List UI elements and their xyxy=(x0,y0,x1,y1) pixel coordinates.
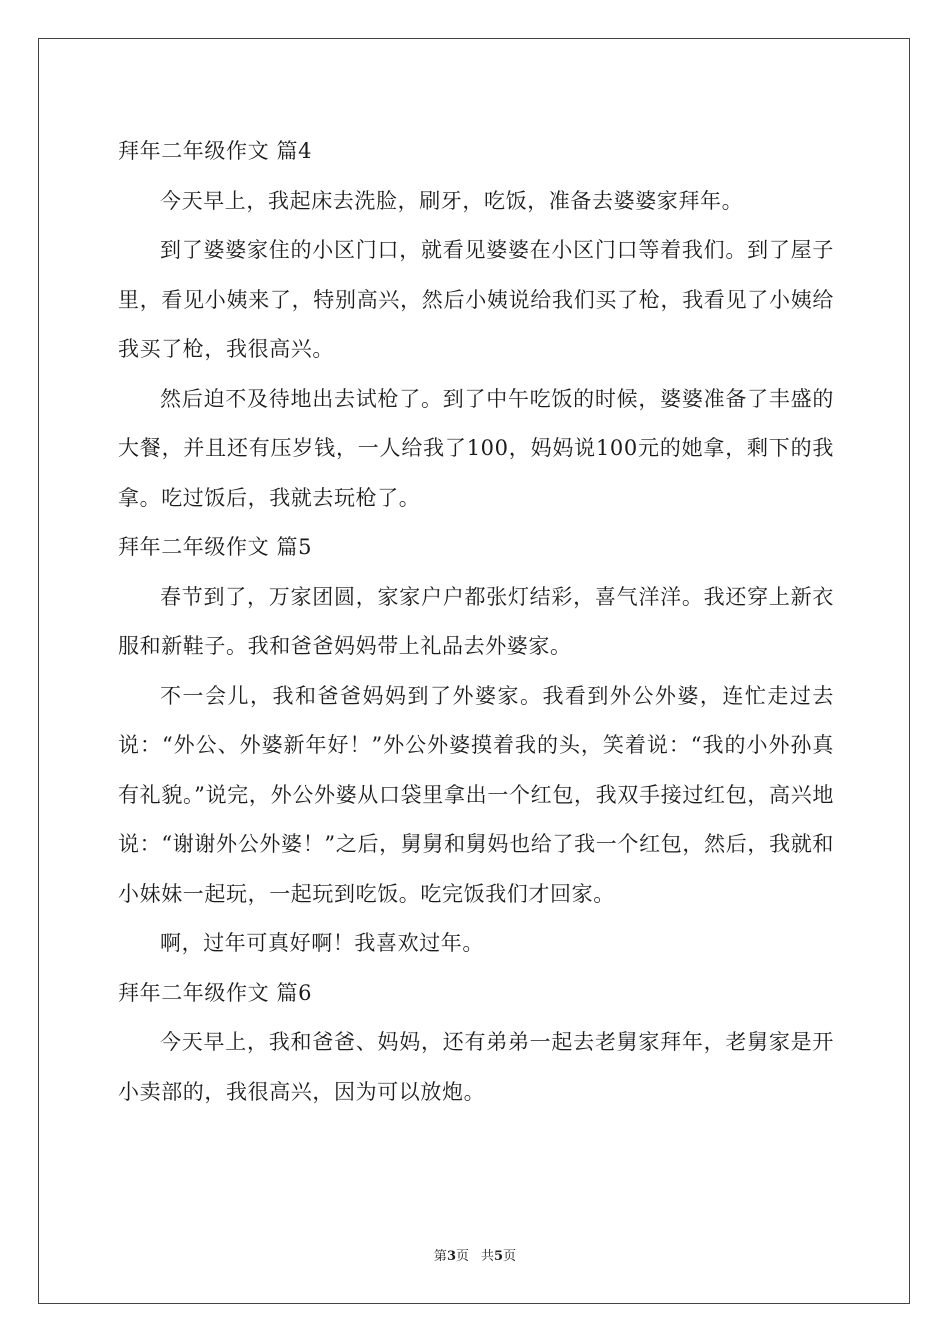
essay-section-6 xyxy=(118,969,834,1118)
paragraph: 今天早上，我和爸爸、妈妈，还有弟弟一起去老舅家拜年，老舅家是开小卖部的，我很高兴，因为可以放炮。 xyxy=(118,1030,834,1104)
total-page-number: 5 xyxy=(494,1249,504,1264)
paragraph: 啊，过年可真好啊！我喜欢过年。 xyxy=(160,931,484,955)
section-heading: 拜年二年级作文 篇4 xyxy=(118,139,313,163)
paragraph: 春节到了，万家团圆，家家户户都张灯结彩，喜气洋洋。我还穿上新衣服和新鞋子。我和爸爸妈妈带上礼品去外婆家。 xyxy=(118,584,834,658)
current-page-number: 3 xyxy=(446,1249,456,1264)
section-heading: 拜年二年级作文 篇5 xyxy=(118,535,313,559)
section-heading: 拜年二年级作文 篇6 xyxy=(118,980,313,1005)
paragraph: 不一会儿，我和爸爸妈妈到了外婆家。我看到外公外婆，连忙走过去说：“外公、外婆新年好！”外公外婆摸着我的头，笑着说：“我的小外孙真有礼貌。”说完，外公外婆从口袋里拿出一个红包，我双手接过红包，高兴地说：“谢谢外公外婆！”之后，舅舅和舅妈也给了我一个红包，然后，我就和小妹妹一起玩，一起玩到吃饭。吃完饭我们才回家。 xyxy=(118,683,834,906)
paragraph: 然后迫不及待地出去试枪了。到了中午吃饭的时候，婆婆准备了丰盛的大餐，并且还有压岁钱，一人给我了100，妈妈说100元的她拿，剩下的我拿。吃过饭后，我就去玩枪了。 xyxy=(118,386,834,510)
page-prefix: 第 xyxy=(433,1249,447,1264)
total-suffix: 页 xyxy=(503,1249,517,1264)
page-footer xyxy=(0,1248,950,1266)
page-suffix: 页 xyxy=(455,1249,469,1264)
paragraph: 到了婆婆家住的小区门口，就看见婆婆在小区门口等着我们。到了屋子里，看见小姨来了，特别高兴，然后小姨说给我们买了枪，我看见了小姨给我买了枪，我很高兴。 xyxy=(118,238,834,361)
essay-section-5 xyxy=(118,523,834,969)
paragraph: 今天早上，我起床去洗脸，刷牙，吃饭，准备去婆婆家拜年。 xyxy=(160,188,744,213)
document-body xyxy=(118,127,834,1117)
total-prefix: 共 xyxy=(481,1249,495,1264)
essay-section-4 xyxy=(118,127,834,523)
